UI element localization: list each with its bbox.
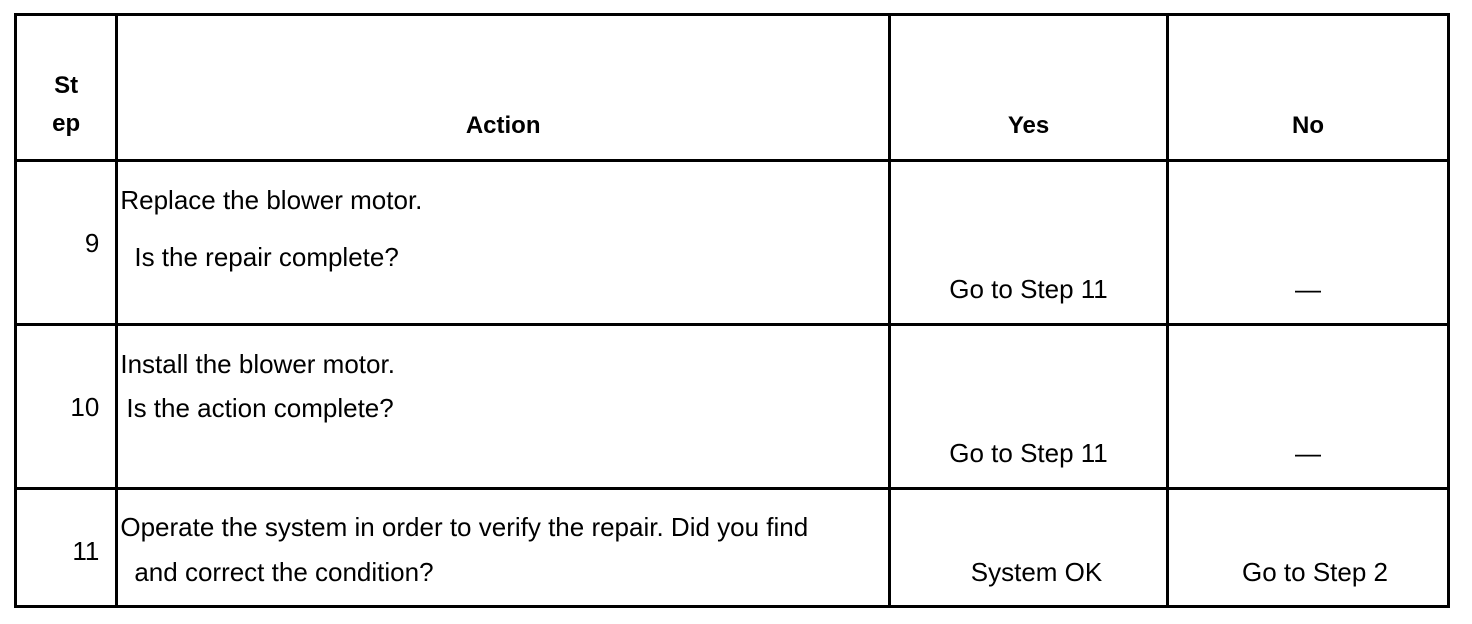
no-result: —: [1295, 274, 1321, 304]
step-number: 9: [84, 228, 100, 258]
action-cell: [117, 325, 890, 489]
no-column-header: No: [1168, 15, 1449, 161]
action-cell: [117, 489, 890, 607]
yes-cell: [890, 325, 1168, 489]
action-column-header: Action: [117, 15, 890, 161]
no-result: Go to Step 2: [1242, 557, 1388, 587]
table-header-row: [16, 15, 1449, 161]
no-cell: [1168, 161, 1449, 325]
action-text-line-2: Is the action complete?: [126, 393, 394, 423]
table-row: [16, 489, 1449, 607]
step-cell: [16, 161, 117, 325]
action-cell: [117, 161, 890, 325]
yes-result: System OK: [970, 557, 1103, 587]
no-cell: [1168, 489, 1449, 607]
step-header-line-1: St: [54, 72, 79, 99]
table-row: [16, 325, 1449, 489]
no-result: —: [1295, 438, 1321, 468]
action-text-line-2: and correct the condition?: [134, 557, 434, 587]
step-number: 10: [70, 392, 100, 422]
yes-cell: [890, 161, 1168, 325]
diagnostic-table-container: [14, 13, 1450, 609]
step-header-line-2: ep: [52, 110, 81, 137]
yes-result: Go to Step 11: [949, 438, 1108, 468]
diagnostic-steps-table: [14, 13, 1450, 608]
yes-cell: [890, 489, 1168, 607]
no-cell: [1168, 325, 1449, 489]
step-cell: [16, 489, 117, 607]
yes-result: Go to Step 11: [949, 274, 1108, 304]
action-text-line-1: Replace the blower motor.: [120, 185, 423, 215]
action-text-line-1: Install the blower motor.: [120, 349, 395, 379]
table-row: [16, 161, 1449, 325]
yes-column-header: Yes: [890, 15, 1168, 161]
step-number: 11: [72, 536, 100, 566]
action-text-line-2: Is the repair complete?: [134, 242, 399, 272]
step-cell: [16, 325, 117, 489]
step-column-header: [16, 15, 117, 161]
action-text-line-1: Operate the system in order to verify the repair. Did you find: [120, 512, 809, 542]
